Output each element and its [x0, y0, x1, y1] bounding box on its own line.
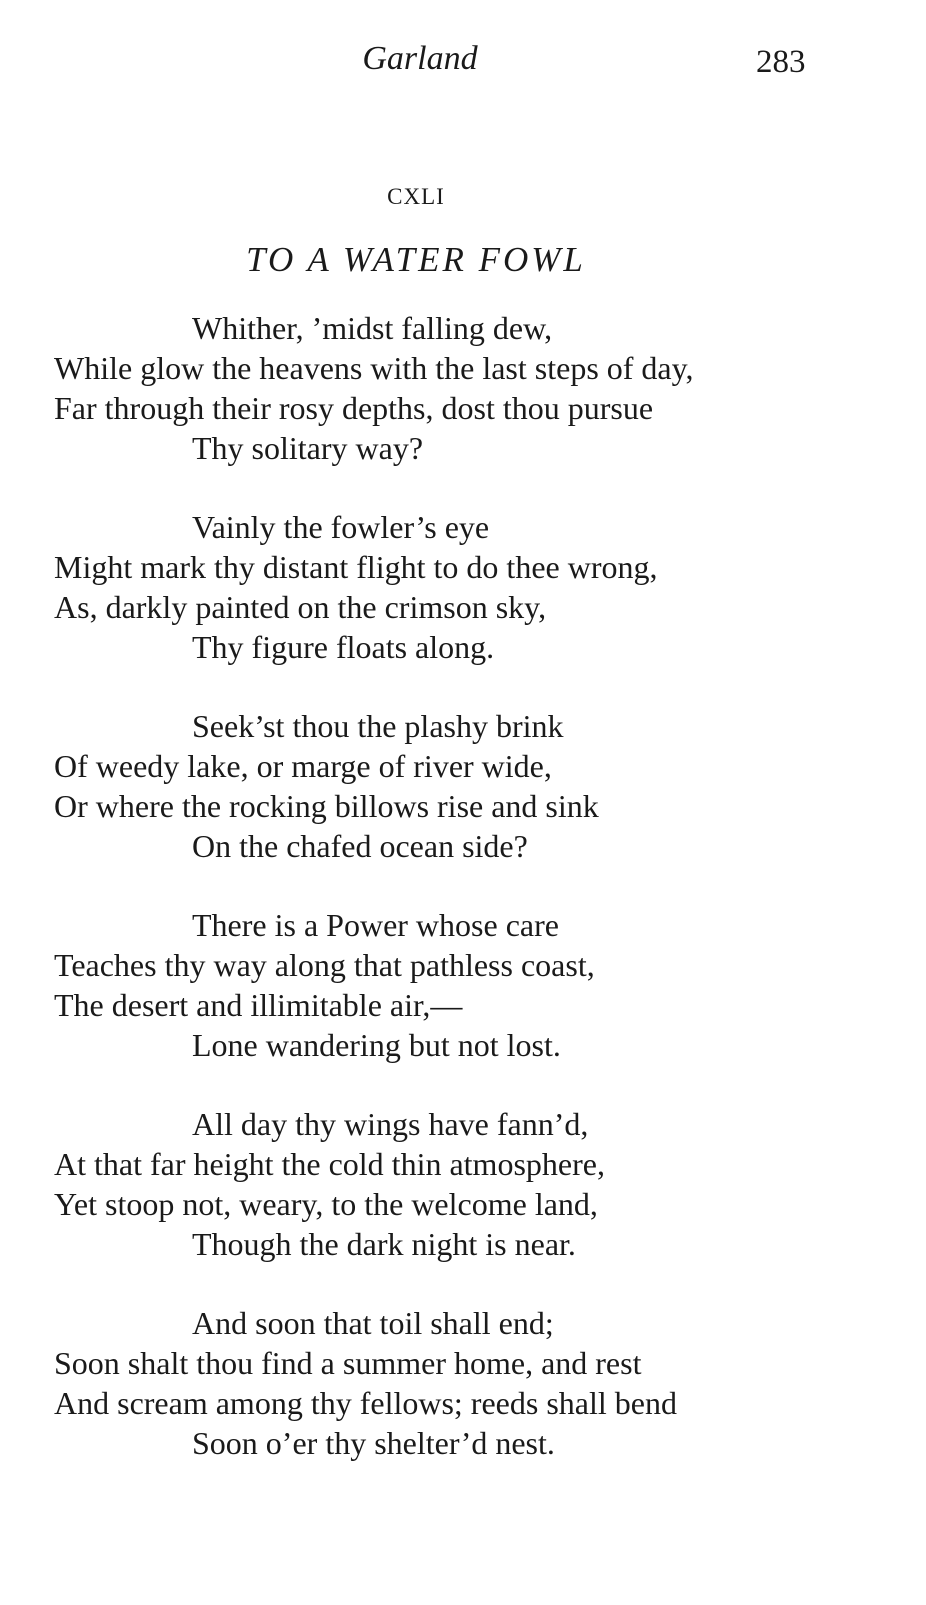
poem-line: And soon that toil shall end;	[192, 1305, 554, 1341]
poem-line: Though the dark night is near.	[192, 1226, 576, 1262]
poem-line: There is a Power whose care	[192, 907, 559, 943]
page-number: 283	[756, 44, 806, 80]
poem-line: And scream among thy fellows; reeds shall bend	[54, 1385, 677, 1421]
poem-line: Soon o’er thy shelter’d nest.	[192, 1425, 555, 1461]
poem-line: Soon shalt thou find a summer home, and rest	[54, 1345, 642, 1381]
poem-line: Teaches thy way along that pathless coast,	[54, 947, 595, 983]
stanza	[54, 1303, 854, 1463]
stanza	[54, 706, 854, 866]
poem-line: Thy solitary way?	[192, 430, 424, 466]
stanza	[54, 905, 854, 1065]
poem-number: CXLI	[387, 184, 445, 209]
poem-line: Or where the rocking billows rise and sink	[54, 788, 599, 824]
poem-line: Yet stoop not, weary, to the welcome land,	[54, 1186, 598, 1222]
poem-line: Seek’st thou the plashy brink	[192, 708, 564, 744]
poem-line: Far through their rosy depths, dost thou pursue	[54, 390, 654, 426]
stanza	[54, 308, 854, 468]
poem-line: While glow the heavens with the last steps of day,	[54, 350, 694, 386]
poem-line: On the chafed ocean side?	[192, 828, 528, 864]
poem-line: Whither, ’midst falling dew,	[192, 310, 553, 346]
poem-line: Of weedy lake, or marge of river wide,	[54, 748, 552, 784]
stanza	[54, 507, 854, 667]
poem-line: As, darkly painted on the crimson sky,	[54, 589, 547, 625]
poem-line: Vainly the fowler’s eye	[192, 509, 490, 545]
running-title: Garland	[362, 40, 478, 77]
poem-line: All day thy wings have fann’d,	[192, 1106, 589, 1142]
poem-line: At that far height the cold thin atmosphere,	[54, 1146, 605, 1182]
poem-line: Might mark thy distant flight to do thee wrong,	[54, 549, 658, 585]
poem-line: Thy figure floats along.	[192, 629, 495, 665]
stanza	[54, 1104, 854, 1264]
poem-body	[54, 308, 854, 1502]
poem-title: TO A WATER FOWL	[246, 240, 586, 279]
poem-line: Lone wandering but not lost.	[192, 1027, 561, 1063]
poem-line: The desert and illimitable air,—	[54, 987, 463, 1023]
